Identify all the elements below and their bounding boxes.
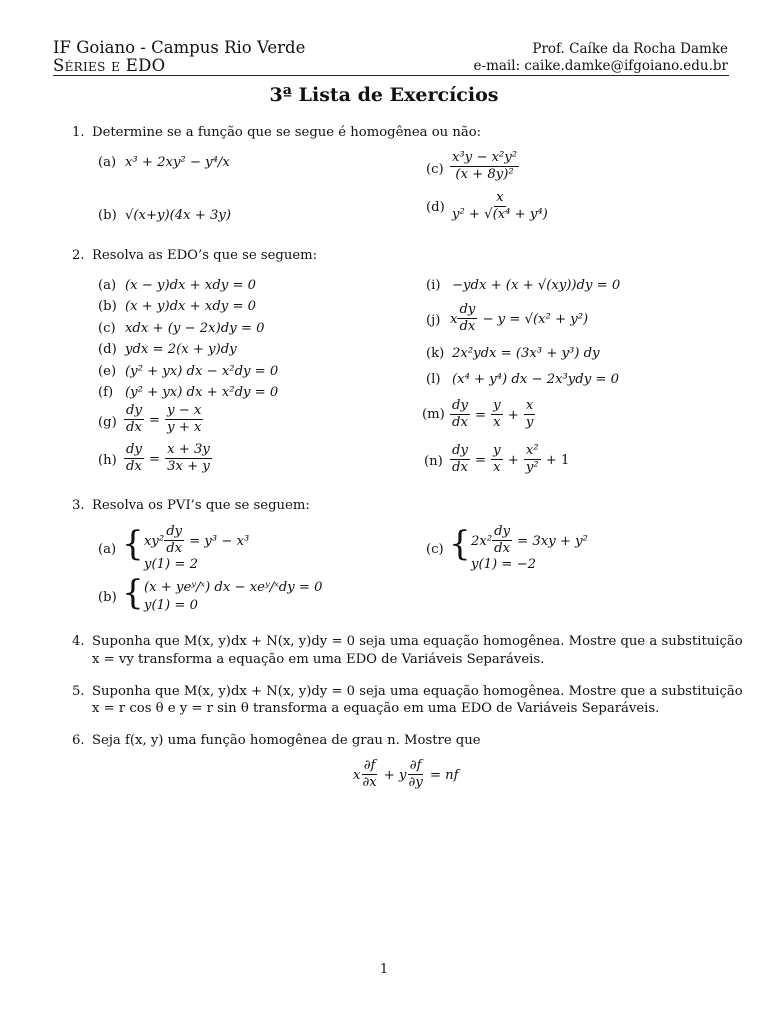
- q3-text: Resolva os PVI’s que se seguem:: [92, 498, 310, 513]
- q5-line1: Suponha que M(x, y)dx + N(x, y)dy = 0 seja uma equação homogênea. Mostre que a substituição: [92, 684, 743, 699]
- q4-number: 4.: [72, 634, 85, 649]
- q6-text: Seja f(x, y) uma função homogênea de grau n. Mostre que: [92, 733, 481, 748]
- q2-text: Resolva as EDO’s que se seguem:: [92, 248, 318, 263]
- q2-a-expr: (x − y)dx + xdy = 0: [125, 278, 257, 293]
- q2-d-label: (d): [98, 342, 117, 357]
- q1-b-expr: √(x+y)(4x + 3y): [125, 208, 232, 223]
- q3-b-label: (b): [98, 590, 117, 605]
- q3-number: 3.: [72, 498, 85, 513]
- q1-c-num: x³y − x²y²: [452, 150, 518, 165]
- q2-number: 2.: [72, 248, 85, 263]
- professor-name: Prof. Caíke da Rocha Damke: [532, 41, 728, 57]
- q2-b-label: (b): [98, 299, 117, 314]
- q5-number: 5.: [72, 684, 85, 699]
- q2-n-expr: $\frac{dy}{dx}$ = $\frac{y}{x}$ + $\frac{\text{x²}}{\text{y²}}$ + 1: [452, 443, 570, 475]
- q1-text: Determine se a função que se segue é homogênea ou não:: [92, 125, 482, 140]
- q1-c-label: (c): [426, 162, 444, 177]
- q2-h-expr: $\frac{dy}{dx}$ = $\frac{x + 3y}{3x + y}$: [126, 442, 210, 474]
- page-title: 3ª Lista de Exercícios: [269, 84, 499, 106]
- q1-d-fraction: [450, 190, 550, 223]
- q3-c-eq: 2x² $\frac{dy}{dx}$ = 3xy + y²: [471, 524, 588, 556]
- q2-g-label: (g): [98, 415, 117, 430]
- q2-i-expr: −ydx + (x + √(xy))dy = 0: [452, 278, 621, 293]
- q3-b-eq: (x + yeʸ/ˣ) dx − xeʸ/ˣdy = 0: [144, 580, 323, 595]
- q3-c-cond: y(1) = −2: [471, 557, 537, 572]
- q5-line2: x = r cos θ e y = r sin θ transforma a equação em uma EDO de Variáveis Separáveis.: [92, 701, 660, 716]
- q3-b-brace: {: [122, 573, 144, 613]
- q1-d-num: x: [496, 190, 504, 205]
- q3-b-cond: y(1) = 0: [144, 598, 198, 613]
- header-rule: [53, 75, 729, 76]
- page-number: 1: [379, 962, 389, 977]
- q1-d-den: y² + √(x⁴ + y⁴): [452, 207, 548, 222]
- q2-e-expr: (y² + yx) dx − x²dy = 0: [125, 364, 279, 379]
- q2-k-expr: 2x²ydx = (3x³ + y³) dy: [452, 346, 600, 361]
- q2-m-label: (m): [422, 407, 445, 422]
- q2-j-label: (j): [426, 313, 441, 328]
- q4-line1: Suponha que M(x, y)dx + N(x, y)dy = 0 seja uma equação homogênea. Mostre que a substituição: [92, 634, 743, 649]
- q2-l-expr: (x⁴ + y⁴) dx − 2x³ydy = 0: [452, 372, 619, 387]
- q2-f-label: (f): [98, 385, 114, 400]
- q2-n-label: (n): [424, 454, 443, 469]
- q3-a-brace: {: [122, 524, 144, 564]
- q2-l-label: (l): [426, 372, 441, 387]
- q2-a-label: (a): [98, 278, 117, 293]
- q2-e-label: (e): [98, 364, 117, 379]
- q3-a-label: (a): [98, 542, 117, 557]
- q1-number: 1.: [72, 125, 85, 140]
- q6-equation: x $\frac{\partial f}{\partial x}$ + y $\frac{\partial f}{\partial y}$ = nf: [353, 758, 459, 790]
- q1-a-label: (a): [98, 155, 117, 170]
- q3-a-cond: y(1) = 2: [144, 557, 198, 572]
- q2-i-label: (i): [426, 278, 441, 293]
- q3-a-eq: xy² $\frac{dy}{dx}$ = y³ − x³: [144, 524, 250, 556]
- q2-m-expr: $\frac{dy}{dx}$ = $\frac{y}{x}$ + $\frac{x}{y}$: [452, 398, 534, 430]
- q2-g-expr: $\frac{dy}{dx}$ = $\frac{y - x}{y + x}$: [126, 403, 202, 435]
- q1-c-fraction: [450, 150, 519, 183]
- q2-b-expr: (x + y)dx + xdy = 0: [125, 299, 257, 314]
- q2-h-label: (h): [98, 453, 117, 468]
- q1-c-den: (x + 8y)²: [455, 167, 514, 182]
- q2-c-label: (c): [98, 321, 116, 336]
- q2-c-expr: xdx + (y − 2x)dy = 0: [125, 321, 265, 336]
- q2-d-expr: ydx = 2(x + y)dy: [125, 342, 237, 357]
- q3-c-brace: {: [449, 524, 471, 564]
- q3-c-label: (c): [426, 542, 444, 557]
- q1-b-label: (b): [98, 208, 117, 223]
- q4-line2: x = vy transforma a equação em uma EDO de Variáveis Separáveis.: [92, 652, 545, 667]
- q1-d-label: (d): [426, 200, 445, 215]
- course-title: Séries e EDO: [53, 56, 166, 75]
- q2-k-label: (k): [426, 346, 445, 361]
- q2-f-expr: (y² + yx) dx + x²dy = 0: [125, 385, 279, 400]
- institution: IF Goiano - Campus Rio Verde: [53, 38, 306, 57]
- email: e-mail: caike.damke@ifgoiano.edu.br: [473, 58, 728, 74]
- q6-number: 6.: [72, 733, 85, 748]
- q1-a-expr: x³ + 2xy² − y⁴/x: [125, 155, 230, 170]
- q2-j-expr: x $\frac{dy}{dx}$ − y = √(x² + y²): [450, 302, 589, 334]
